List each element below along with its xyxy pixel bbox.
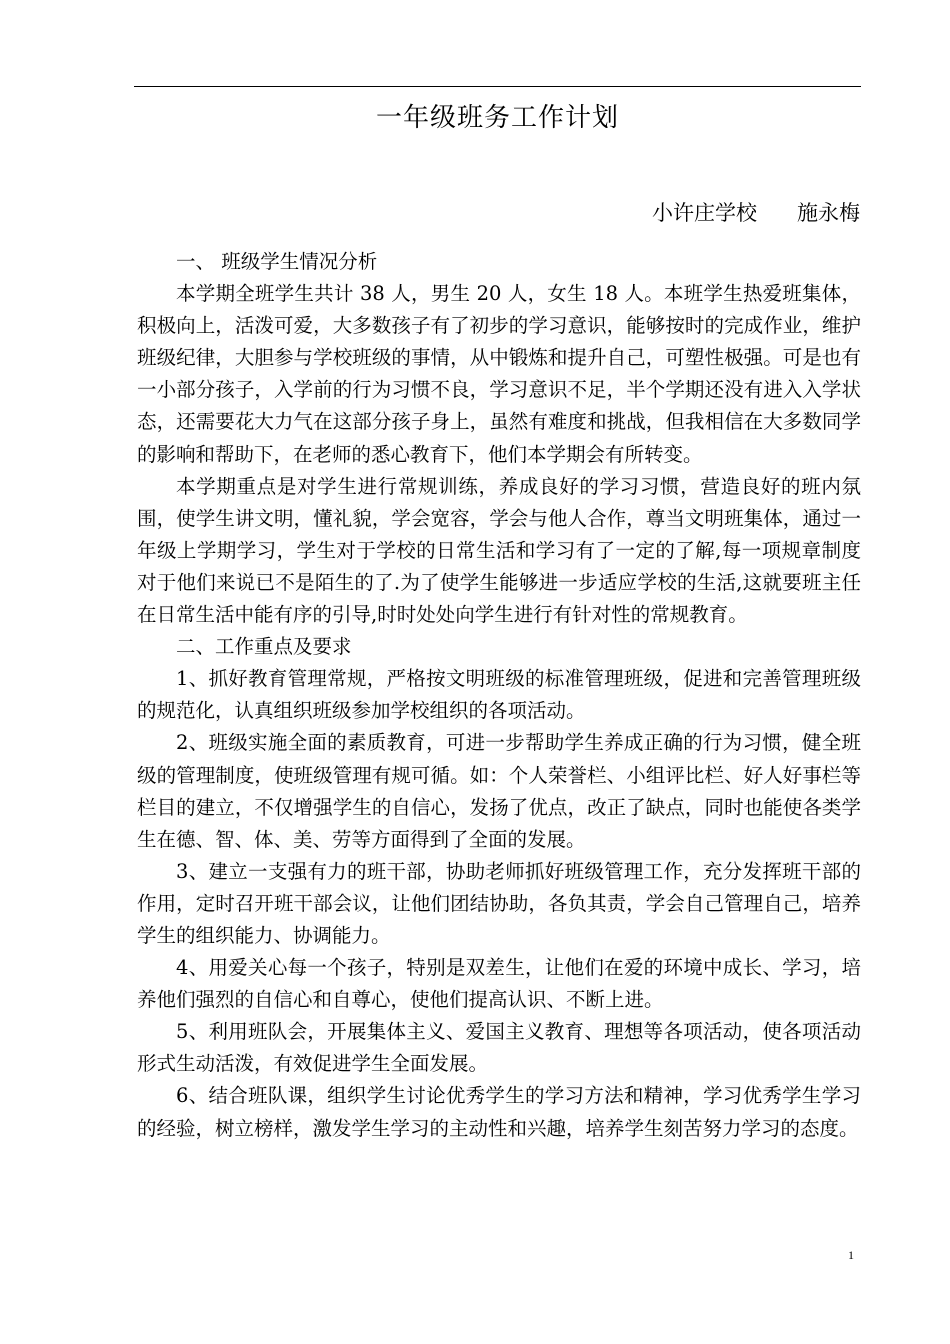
author-name: 施永梅 [797,201,860,225]
author-byline [652,198,860,228]
list-item: 5、利用班队会，开展集体主义、爱国主义教育、理想等各项活动，使各项活动形式生动活泼，有效促进学生全面发展。 [137,1020,861,1076]
section-heading-focus: 二、工作重点及要求 [176,635,352,659]
body-paragraph: 本学期重点是对学生进行常规训练，养成良好的学习习惯，营造良好的班内氛围，使学生讲文明，懂礼貌，学会宽容，学会与他人合作，尊当文明班集体，通过一年级上学期学习，学生对于学校的日常生活和学习有了一定的了解,每一项规章制度对于他们来说已不是陌生的了.为了使学生能够进一步适应学校的生活,这就要班主任在日常生活中能有序的引导,时时处处向学生进行有针对性的常规教育。 [137,474,861,627]
list-item: 2、班级实施全面的素质教育，可进一步帮助学生养成正确的行为习惯，健全班级的管理制度，使班级管理有规可循。如：个人荣誉栏、小组评比栏、好人好事栏等栏目的建立，不仅增强学生的自信心，发扬了优点，改正了缺点，同时也能使各类学生在德、智、体、美、劳等方面得到了全面的发展。 [137,731,861,851]
list-item: 3、建立一支强有力的班干部，协助老师抓好班级管理工作，充分发挥班干部的作用，定时召开班干部会议，让他们团结协助，各负其责，学会自己管理自己，培养学生的组织能力、协调能力。 [137,859,861,947]
document-body [137,246,861,1145]
section-heading-analysis: 一、 班级学生情况分析 [176,250,378,273]
page-number: 1 [848,1248,854,1262]
school-name: 小许庄学校 [652,201,757,225]
list-item: 4、用爱关心每一个孩子，特别是双差生，让他们在爱的环境中成长、学习，培养他们强烈的自信心和自尊心，使他们提高认识、不断上进。 [137,956,861,1012]
header-rule [134,86,861,87]
body-paragraph: 本学期全班学生共计 38 人，男生 20 人，女生 18 人。本班学生热爱班集体，积极向上，活泼可爱，大多数孩子有了初步的学习意识，能够按时的完成作业，维护班级纪律，大胆参与学校班级的事情，从中锻炼和提升自己，可塑性极强。可是也有一小部分孩子，入学前的行为习惯不良，学习意识不足，半个学期还没有进入入学状态，还需要花大力气在这部分孩子身上，虽然有难度和挑战，但我相信在大多数同学的影响和帮助下，在老师的悉心教育下，他们本学期会有所转变。 [137,282,861,466]
list-item: 1、抓好教育管理常规，严格按文明班级的标准管理班级，促进和完善管理班级的规范化，认真组织班级参加学校组织的各项活动。 [137,667,861,723]
list-item: 6、结合班队课，组织学生讨论优秀学生的学习方法和精神，学习优秀学生学习的经验，树立榜样，激发学生学习的主动性和兴趣，培养学生刻苦努力学习的态度。 [137,1084,861,1140]
document-title: 一年级班务工作计划 [375,103,619,133]
